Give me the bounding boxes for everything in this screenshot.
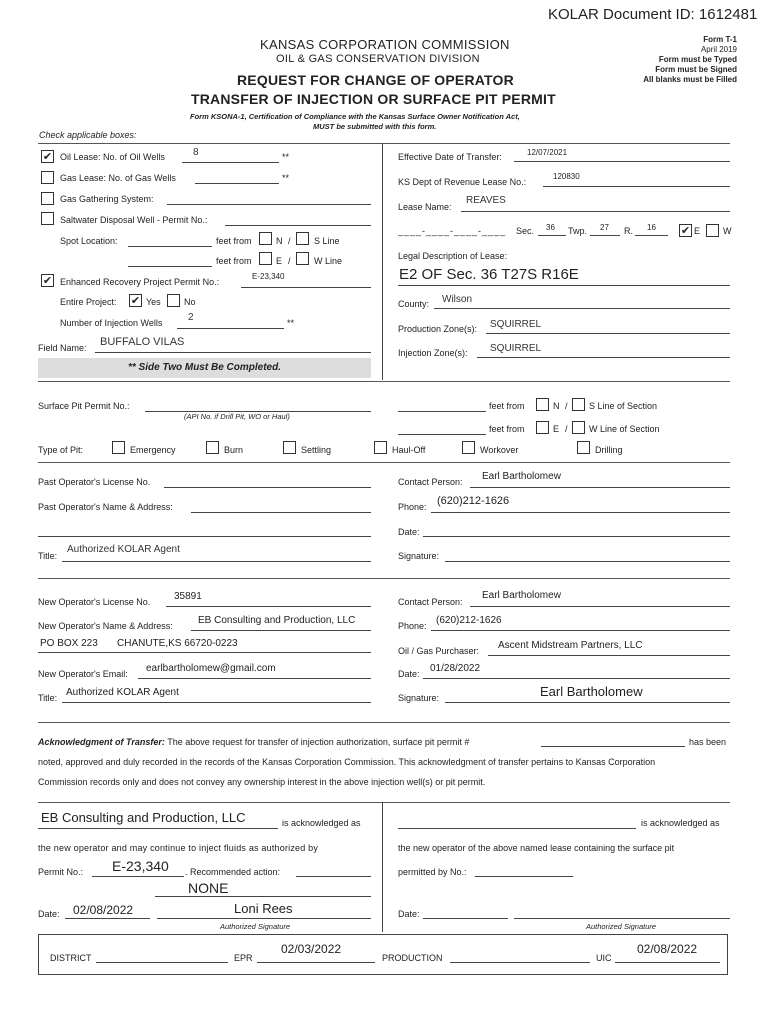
field-name-label: Field Name: — [38, 343, 87, 353]
ksona-note-2: MUST be submitted with this form. — [313, 122, 437, 131]
ack-rec-action-label: . Recommended action: — [185, 867, 281, 877]
purchaser-value[interactable]: Ascent Midstream Partners, LLC — [498, 640, 643, 651]
pit-type-label: Type of Pit: — [38, 445, 84, 455]
erp-label: Enhanced Recovery Project Permit No.: — [60, 277, 220, 287]
ks-lease-label: KS Dept of Revenue Lease No.: — [398, 177, 527, 187]
injection-zone-label: Injection Zone(s): — [398, 348, 468, 358]
legal-desc-value[interactable]: E2 OF Sec. 36 T27S R16E — [399, 266, 579, 283]
form-signed-note: Form must be Signed — [655, 65, 737, 74]
past-title-label: Title: — [38, 551, 58, 561]
gas-gathering-checkbox[interactable] — [41, 192, 54, 205]
new-phone-label: Phone: — [398, 621, 427, 631]
entire-project-yes-checkbox[interactable]: ✔ — [130, 295, 141, 307]
lease-name-label: Lease Name: — [398, 202, 452, 212]
ksona-note: Form KSONA-1, Certification of Compliance with the Kansas Surface Owner Notification Act, — [190, 112, 520, 121]
oil-lease-checkbox[interactable]: ✔ — [42, 151, 53, 163]
slash: / — [288, 236, 291, 246]
ack-right-line: the new operator of the above named lease containing the surface pit — [398, 843, 675, 853]
slash: / — [565, 401, 568, 411]
twp-value[interactable]: 27 — [600, 223, 609, 232]
sec-label: Sec. — [516, 226, 535, 236]
document-id: KOLAR Document ID: 1612481 — [548, 6, 758, 23]
ack-company-value[interactable]: EB Consulting and Production, LLC — [41, 810, 246, 825]
new-title-label: Title: — [38, 693, 58, 703]
ack-permitted-by-label: permitted by No.: — [398, 867, 467, 877]
ack-is-acknowledged-right: is acknowledged as — [641, 818, 720, 828]
ack-date-label-right: Date: — [398, 909, 420, 919]
range-w-label: W — [723, 226, 732, 236]
new-signature-value[interactable]: Earl Bartholomew — [540, 684, 643, 699]
new-license-value[interactable]: 35891 — [174, 591, 202, 602]
erp-checkbox[interactable]: ✔ — [42, 275, 53, 287]
entire-project-label: Entire Project: — [60, 297, 117, 307]
check-applicable: Check applicable boxes: — [39, 130, 137, 140]
new-name-label: New Operator's Name & Address: — [38, 621, 173, 631]
ack-is-acknowledged-left: is acknowledged as — [282, 818, 361, 828]
effective-date-value[interactable]: 12/07/2021 — [527, 148, 568, 157]
pit-s-checkbox[interactable] — [572, 398, 585, 411]
swd-label: Saltwater Disposal Well - Permit No.: — [60, 215, 208, 225]
new-address-line1[interactable]: PO BOX 223 — [40, 638, 98, 649]
ack-left-line: the new operator and may continue to inject fluids as authorized by — [38, 843, 319, 853]
pit-w-line-label: W Line of Section — [589, 424, 660, 434]
ack-auth-sig-right: Authorized Signature — [586, 922, 657, 931]
side-two-banner — [38, 358, 371, 378]
field-name-value[interactable]: BUFFALO VILAS — [100, 336, 185, 348]
pit-workover-checkbox[interactable] — [462, 441, 475, 454]
ack-heading: Acknowledgment of Transfer: — [38, 737, 165, 747]
past-name-label: Past Operator's Name & Address: — [38, 502, 173, 512]
gas-lease-label: Gas Lease: No. of Gas Wells — [60, 173, 176, 183]
side-two-text: ** Side Two Must Be Completed. — [128, 362, 281, 373]
ack-permit-label: Permit No.: — [38, 867, 84, 877]
pit-feet-from-2: feet from — [489, 424, 525, 434]
county-label: County: — [398, 299, 430, 309]
spot-s-line-label: S Line — [314, 236, 340, 246]
range-w-checkbox[interactable] — [706, 224, 719, 237]
footer-district-label: DISTRICT — [50, 953, 92, 963]
spot-w-checkbox[interactable] — [296, 252, 309, 265]
pit-e-label: E — [553, 424, 560, 434]
production-zone-value[interactable]: SQUIRREL — [490, 319, 542, 330]
ack-auth-sig-left: Authorized Signature — [220, 922, 291, 931]
form-title: REQUEST FOR CHANGE OF OPERATOR — [237, 72, 514, 88]
county-value[interactable]: Wilson — [442, 294, 473, 305]
spot-n-checkbox[interactable] — [259, 232, 272, 245]
division-name: OIL & GAS CONSERVATION DIVISION — [276, 53, 480, 65]
pit-emergency-checkbox[interactable] — [112, 441, 125, 454]
sec-dashes: ____-____-____-____ — [398, 226, 507, 236]
effective-date-label: Effective Date of Transfer: — [398, 152, 502, 162]
pit-n-label: N — [553, 401, 560, 411]
yes-label: Yes — [146, 297, 161, 307]
range-value[interactable]: 16 — [647, 223, 656, 232]
no-label: No — [184, 297, 196, 307]
sec-value[interactable]: 36 — [546, 223, 555, 232]
spot-n-label: N — [276, 236, 283, 246]
ack-text-1 — [38, 737, 469, 747]
ack-body-1: The above request for transfer of injection authorization, surface pit permit # — [164, 737, 470, 747]
oil-wells-value[interactable]: 8 — [193, 147, 199, 158]
swd-checkbox[interactable] — [41, 212, 54, 225]
new-date-value[interactable]: 01/28/2022 — [430, 663, 481, 674]
pit-drilling-checkbox[interactable] — [577, 441, 590, 454]
feet-from-label-2: feet from — [216, 256, 252, 266]
api-note: (API No. if Drill Pit, WO or Haul) — [184, 412, 290, 421]
footer-production-label: PRODUCTION — [382, 953, 443, 963]
ks-lease-value[interactable]: 120830 — [553, 172, 580, 181]
spot-s-checkbox[interactable] — [296, 232, 309, 245]
inj-stars: ** — [287, 318, 295, 328]
surface-pit-label: Surface Pit Permit No.: — [38, 401, 130, 411]
gas-lease-checkbox[interactable] — [41, 171, 54, 184]
erp-permit-value[interactable]: E-23,340 — [252, 272, 285, 281]
production-zone-label: Production Zone(s): — [398, 324, 478, 334]
lease-name-value[interactable]: REAVES — [466, 195, 506, 206]
new-name-value[interactable]: EB Consulting and Production, LLC — [198, 615, 356, 626]
new-contact-label: Contact Person: — [398, 597, 463, 607]
new-title-value[interactable]: Authorized KOLAR Agent — [66, 687, 179, 698]
new-license-label: New Operator's License No. — [38, 597, 151, 607]
ack-permit-value[interactable]: E-23,340 — [112, 858, 169, 874]
new-contact-value[interactable]: Earl Bartholomew — [482, 590, 561, 601]
ack-rec-action-value[interactable]: NONE — [188, 880, 229, 896]
slash: / — [288, 256, 291, 266]
slash: / — [565, 424, 568, 434]
form-info — [643, 35, 737, 85]
pit-e-checkbox[interactable] — [536, 421, 549, 434]
ack-signer-value[interactable]: Loni Rees — [234, 901, 293, 916]
spot-e-checkbox[interactable] — [259, 252, 272, 265]
pit-drilling-label: Drilling — [595, 445, 623, 455]
feet-from-label: feet from — [216, 236, 252, 246]
new-address-line2[interactable]: CHANUTE,KS 66720-0223 — [117, 638, 238, 649]
footer-epr-label: EPR — [234, 953, 253, 963]
pit-settling-label: Settling — [301, 445, 332, 455]
footer-uic-value[interactable]: 02/08/2022 — [637, 942, 698, 956]
ack-text-3: Commission records only and does not convey any ownership interest in the above injection well(s) or pit permit. — [38, 777, 486, 787]
form-date: April 2019 — [700, 45, 737, 54]
agency-name: KANSAS CORPORATION COMMISSION — [260, 37, 510, 52]
num-injection-label: Number of Injection Wells — [60, 318, 163, 328]
new-email-value[interactable]: earlbartholomew@gmail.com — [146, 663, 276, 674]
ack-text-2: noted, approved and duly recorded in the records of the Kansas Corporation Commission. This acknowledgment of transfer pertains to Kansas Corporation — [38, 757, 656, 767]
twp-label: Twp. — [568, 226, 588, 236]
injection-zone-value[interactable]: SQUIRREL — [490, 343, 542, 354]
form-subtitle: TRANSFER OF INJECTION OR SURFACE PIT PERMIT — [191, 91, 556, 107]
legal-desc-label: Legal Description of Lease: — [398, 251, 508, 261]
new-signature-label: Signature: — [398, 693, 440, 703]
past-contact-label: Contact Person: — [398, 477, 463, 487]
past-phone-value[interactable]: (620)212-1626 — [437, 495, 510, 507]
form-number: Form T-1 — [703, 35, 737, 44]
past-date-label: Date: — [398, 527, 420, 537]
range-e-label: E — [694, 226, 701, 236]
pit-burn-checkbox[interactable] — [206, 441, 219, 454]
spot-e-label: E — [276, 256, 283, 266]
pit-s-line-label: S Line of Section — [589, 401, 658, 411]
past-license-label: Past Operator's License No. — [38, 477, 151, 487]
range-e-checkbox[interactable]: ✔ — [680, 225, 691, 237]
new-email-label: New Operator's Email: — [38, 669, 128, 679]
pit-emergency-label: Emergency — [130, 445, 176, 455]
ack-has-been: has been — [689, 737, 727, 747]
ack-date-label: Date: — [38, 909, 60, 919]
num-injection-value[interactable]: 2 — [188, 312, 194, 323]
past-title-value[interactable]: Authorized KOLAR Agent — [67, 544, 180, 555]
footer-uic-label: UIC — [596, 953, 612, 963]
pit-burn-label: Burn — [224, 445, 244, 455]
new-phone-value[interactable]: (620)212-1626 — [436, 615, 502, 626]
purchaser-label: Oil / Gas Purchaser: — [398, 646, 480, 656]
gas-gathering-label: Gas Gathering System: — [60, 194, 154, 204]
ack-date-value[interactable]: 02/08/2022 — [73, 903, 134, 917]
footer-epr-value[interactable]: 02/03/2022 — [281, 942, 342, 956]
entire-project-no-checkbox[interactable] — [167, 294, 180, 307]
pit-n-checkbox[interactable] — [536, 398, 549, 411]
pit-hauloff-checkbox[interactable] — [374, 441, 387, 454]
range-label: R. — [624, 226, 633, 236]
past-contact-value[interactable]: Earl Bartholomew — [482, 471, 561, 482]
pit-feet-from: feet from — [489, 401, 525, 411]
past-signature-label: Signature: — [398, 551, 440, 561]
pit-hauloff-label: Haul-Off — [392, 445, 426, 455]
pit-workover-label: Workover — [480, 445, 519, 455]
oil-lease-label: Oil Lease: No. of Oil Wells — [60, 152, 165, 162]
pit-w-checkbox[interactable] — [572, 421, 585, 434]
pit-settling-checkbox[interactable] — [283, 441, 296, 454]
gas-stars: ** — [282, 173, 290, 183]
spot-w-line-label: W Line — [314, 256, 343, 266]
new-date-label: Date: — [398, 669, 420, 679]
spot-location-label: Spot Location: — [60, 236, 118, 246]
form-blanks-note: All blanks must be Filled — [643, 75, 737, 84]
form-typed-note: Form must be Typed — [658, 55, 737, 64]
oil-stars: ** — [282, 152, 290, 162]
past-phone-label: Phone: — [398, 502, 427, 512]
